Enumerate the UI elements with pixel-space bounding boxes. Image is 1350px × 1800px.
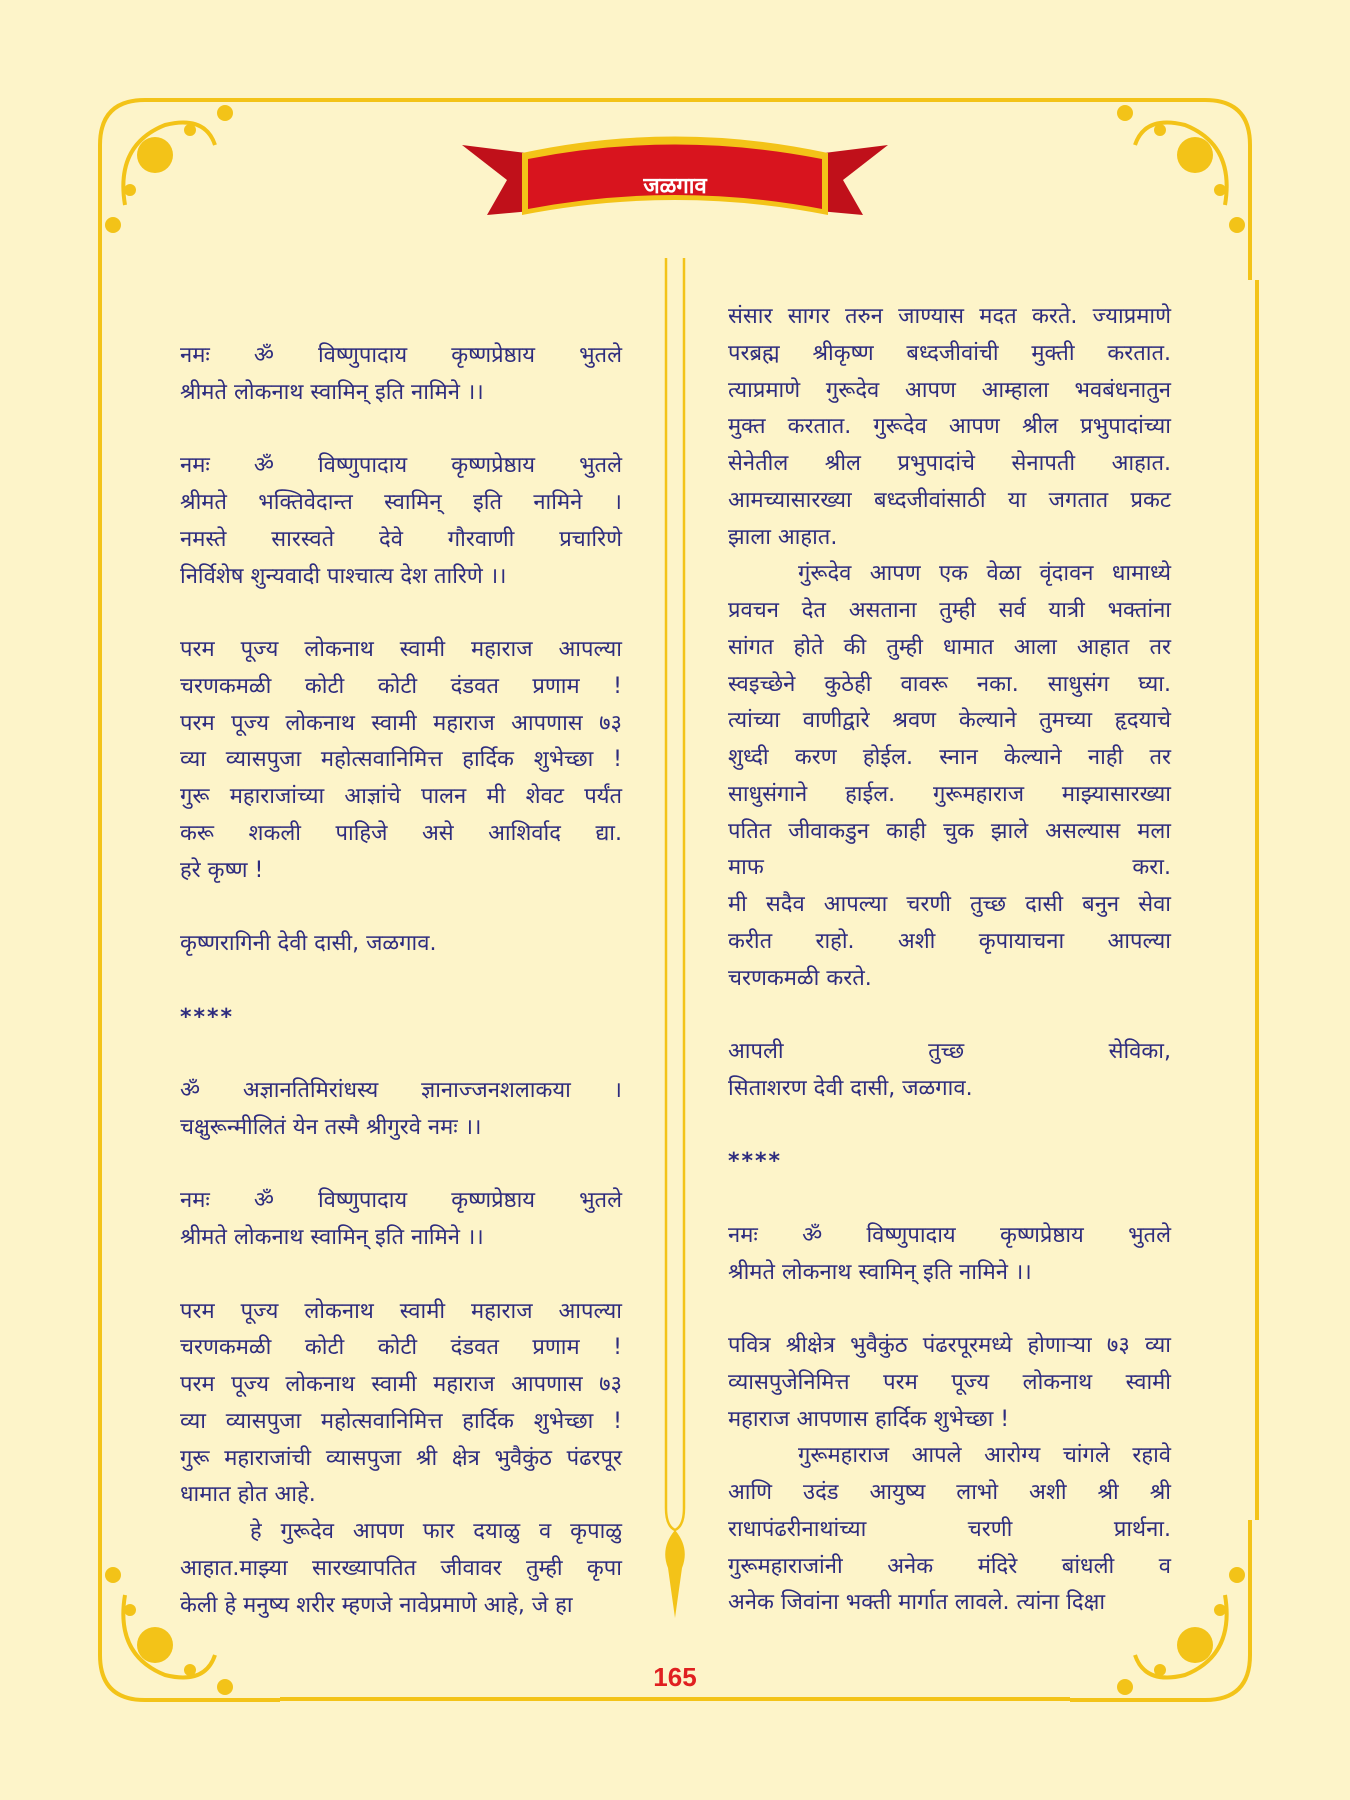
text-line: हे गुरूदेव आपण फार दयाळु व कृपाळु (250, 1519, 622, 1544)
text-line: आहात.माझ्या सारख्यापतित जीवावर तुम्ही कृपा (180, 1555, 622, 1581)
text-block (180, 338, 622, 412)
separator-stars: **** (728, 1149, 783, 1175)
text-line: संसार सागर तरुन जाण्यास मदत करते. ज्याप्रमाणे (728, 304, 1171, 329)
frame-right-line (1255, 280, 1259, 1520)
text-line: करू शकली पाहिजे असे आशिर्वाद द्या. (180, 820, 622, 846)
text-block (180, 1294, 622, 1625)
text-line: परम पूज्य लोकनाथ स्वामी महाराज आपणास ७३ (180, 1372, 622, 1397)
text-line: महाराज आपणास हार्दिक शुभेच्छा ! (728, 1406, 1010, 1432)
text-line: प्रवचन देत असताना तुम्ही सर्व यात्री भक्तांना (728, 598, 1171, 623)
frame-top-line (280, 98, 1070, 102)
text-block (180, 1183, 622, 1257)
text-line: व्या व्यासपुजा महोत्सवानिमित्त हार्दिक शुभेच्छा ! (180, 1408, 622, 1434)
text-line: सांगत होते की तुम्ही धामात आला आहात तर (728, 634, 1171, 660)
text-block (180, 448, 622, 595)
text-line: आणि उदंड आयुष्य लाभो अशी श्री श्री (728, 1480, 1171, 1505)
text-line: माफ करा. (728, 855, 1171, 881)
text-line: परम पूज्य लोकनाथ स्वामी महाराज आपल्या (180, 1298, 622, 1324)
text-line: निर्विशेष शुन्यवादी पाश्चात्य देश तारिणे ।। (180, 563, 507, 589)
text-line: चक्षुरून्मीलितं येन तस्मै श्रीगुरवे नमः ।। (180, 1114, 482, 1140)
text-line: त्यांच्या वाणीद्वारे श्रवण केल्याने तुमच्या हृदयाचे (728, 708, 1171, 734)
text-line: नमः ॐ विष्णुपादाय कृष्णप्रेष्ठाय भुतले (180, 343, 622, 368)
text-line: कृष्णरागिनी देवी दासी, जळगाव. (180, 931, 437, 956)
text-block (728, 1328, 1171, 1622)
page-number: 165 (653, 1662, 697, 1692)
text-line: नमः ॐ विष्णुपादाय कृष्णप्रेष्ठाय भुतले (180, 453, 622, 479)
text-line: चरणकमळी करते. (728, 965, 872, 991)
text-block (728, 1034, 1171, 1108)
text-block (180, 632, 622, 889)
text-line: धामात होत आहे. (180, 1482, 316, 1508)
frame-left-line (98, 280, 102, 1520)
text-line: परम पूज्य लोकनाथ स्वामी महाराज आपल्या (180, 637, 622, 662)
left-column (180, 338, 622, 1661)
text-line: चरणकमळी कोटी कोटी दंडवत प्रणाम ! (180, 1335, 622, 1361)
text-line: श्रीमते भक्तिवेदान्त स्वामिन् इति नामिने । (180, 490, 622, 515)
section-separator (180, 1000, 622, 1037)
text-block (180, 1073, 622, 1147)
text-line: हरे कृष्ण ! (180, 857, 264, 883)
text-line: श्रीमते लोकनाथ स्वामिन् इति नामिने ।। (180, 379, 484, 405)
text-line: नमः ॐ विष्णुपादाय कृष्णप्रेष्ठाय भुतले (728, 1222, 1171, 1248)
text-line: आपली तुच्छ सेविका, (728, 1039, 1171, 1064)
text-block (180, 926, 622, 963)
text-line: गुरूमहाराजांनी अनेक मंदिरे बांधली व (728, 1553, 1171, 1579)
text-line: सिताशरण देवी दासी, जळगाव. (728, 1075, 973, 1101)
text-line: व्यासपुजेनिमित्त परम पूज्य लोकनाथ स्वामी (728, 1369, 1171, 1395)
text-line: केली हे मनुष्य शरीर म्हणजे नावेप्रमाणे आहे, जे हा (180, 1592, 573, 1618)
text-line: मी सदैव आपल्या चरणी तुच्छ दासी बनुन सेवा (728, 892, 1171, 917)
text-line: त्याप्रमाणे गुरूदेव आपण आम्हाला भवबंधनातुन (728, 377, 1171, 403)
text-line: आमच्यासारख्या बध्दजीवांसाठी या जगतात प्रकट (728, 487, 1171, 513)
text-line: गुरू महाराजांची व्यासपुजा श्री क्षेत्र भुवैकुंठ पंढरपूर (180, 1445, 622, 1471)
text-line: गुरू महाराजांच्या आज्ञांचे पालन मी शेवट पर्यंत (180, 784, 622, 809)
text-line: मुक्त करतात. गुरूदेव आपण श्रील प्रभुपादांच्या (728, 414, 1171, 440)
text-line: स्वइच्छेने कुठेही वावरू नका. साधुसंग घ्या. (728, 671, 1171, 697)
text-line: गुंरूदेव आपण एक वेळा वृंदावन धामाध्ये (798, 561, 1171, 587)
text-line: परम पूज्य लोकनाथ स्वामी महाराज आपणास ७३ (180, 710, 622, 736)
text-line: श्रीमते लोकनाथ स्वामिन् इति नामिने ।। (728, 1259, 1032, 1285)
text-line: परब्रह्म श्रीकृष्ण बध्दजीवांची मुक्ती करतात. (728, 340, 1171, 366)
column-divider (662, 258, 688, 1628)
text-line: अनेक जिवांना भक्ती मार्गात लावले. त्यांना दिक्षा (728, 1590, 1106, 1616)
text-line: राधापंढरीनाथांच्या चरणी प्रार्थना. (728, 1516, 1171, 1542)
text-line: पतित जीवाकडुन काही चुक झाले असल्यास मला (728, 818, 1171, 844)
frame-bottom-line (280, 1697, 1070, 1701)
right-column (728, 299, 1171, 1659)
text-line: चरणकमळी कोटी कोटी दंडवत प्रणाम ! (180, 673, 622, 699)
text-line: करीत राहो. अशी कृपायाचना आपल्या (728, 928, 1171, 954)
text-line: झाला आहात. (728, 524, 838, 550)
text-line: नमः ॐ विष्णुपादाय कृष्णप्रेष्ठाय भुतले (180, 1188, 622, 1214)
section-separator (728, 1144, 1171, 1181)
text-line: ॐ अज्ञानतिमिरांधस्य ज्ञानाज्जनशलाकया । (180, 1078, 622, 1103)
text-block (728, 299, 1171, 997)
text-line: श्रीमते लोकनाथ स्वामिन् इति नामिने ।। (180, 1225, 484, 1250)
text-line: शुध्दी करण होईल. स्नान केल्याने नाही तर (728, 745, 1171, 770)
text-line: पवित्र श्रीक्षेत्र भुवैकुंठ पंढरपूरमध्ये होणाऱ्या ७३ व्या (728, 1333, 1171, 1358)
text-line: गुरूमहाराज आपले आरोग्य चांगले रहावे (798, 1443, 1171, 1469)
text-line: सेनेतील श्रील प्रभुपादांचे सेनापती आहात. (728, 451, 1171, 476)
text-line: साधुसंगाने हाईल. गुरूमहाराज माझ्यासारख्या (728, 781, 1171, 807)
text-block (728, 1218, 1171, 1292)
text-line: व्या व्यासपुजा महोत्सवानिमित्त हार्दिक शुभेच्छा ! (180, 747, 622, 773)
page-title: जळगाव (643, 174, 707, 199)
separator-stars: **** (180, 1004, 235, 1030)
text-line: नमस्ते सारस्वते देवे गौरवाणी प्रचारिणे (180, 526, 622, 552)
